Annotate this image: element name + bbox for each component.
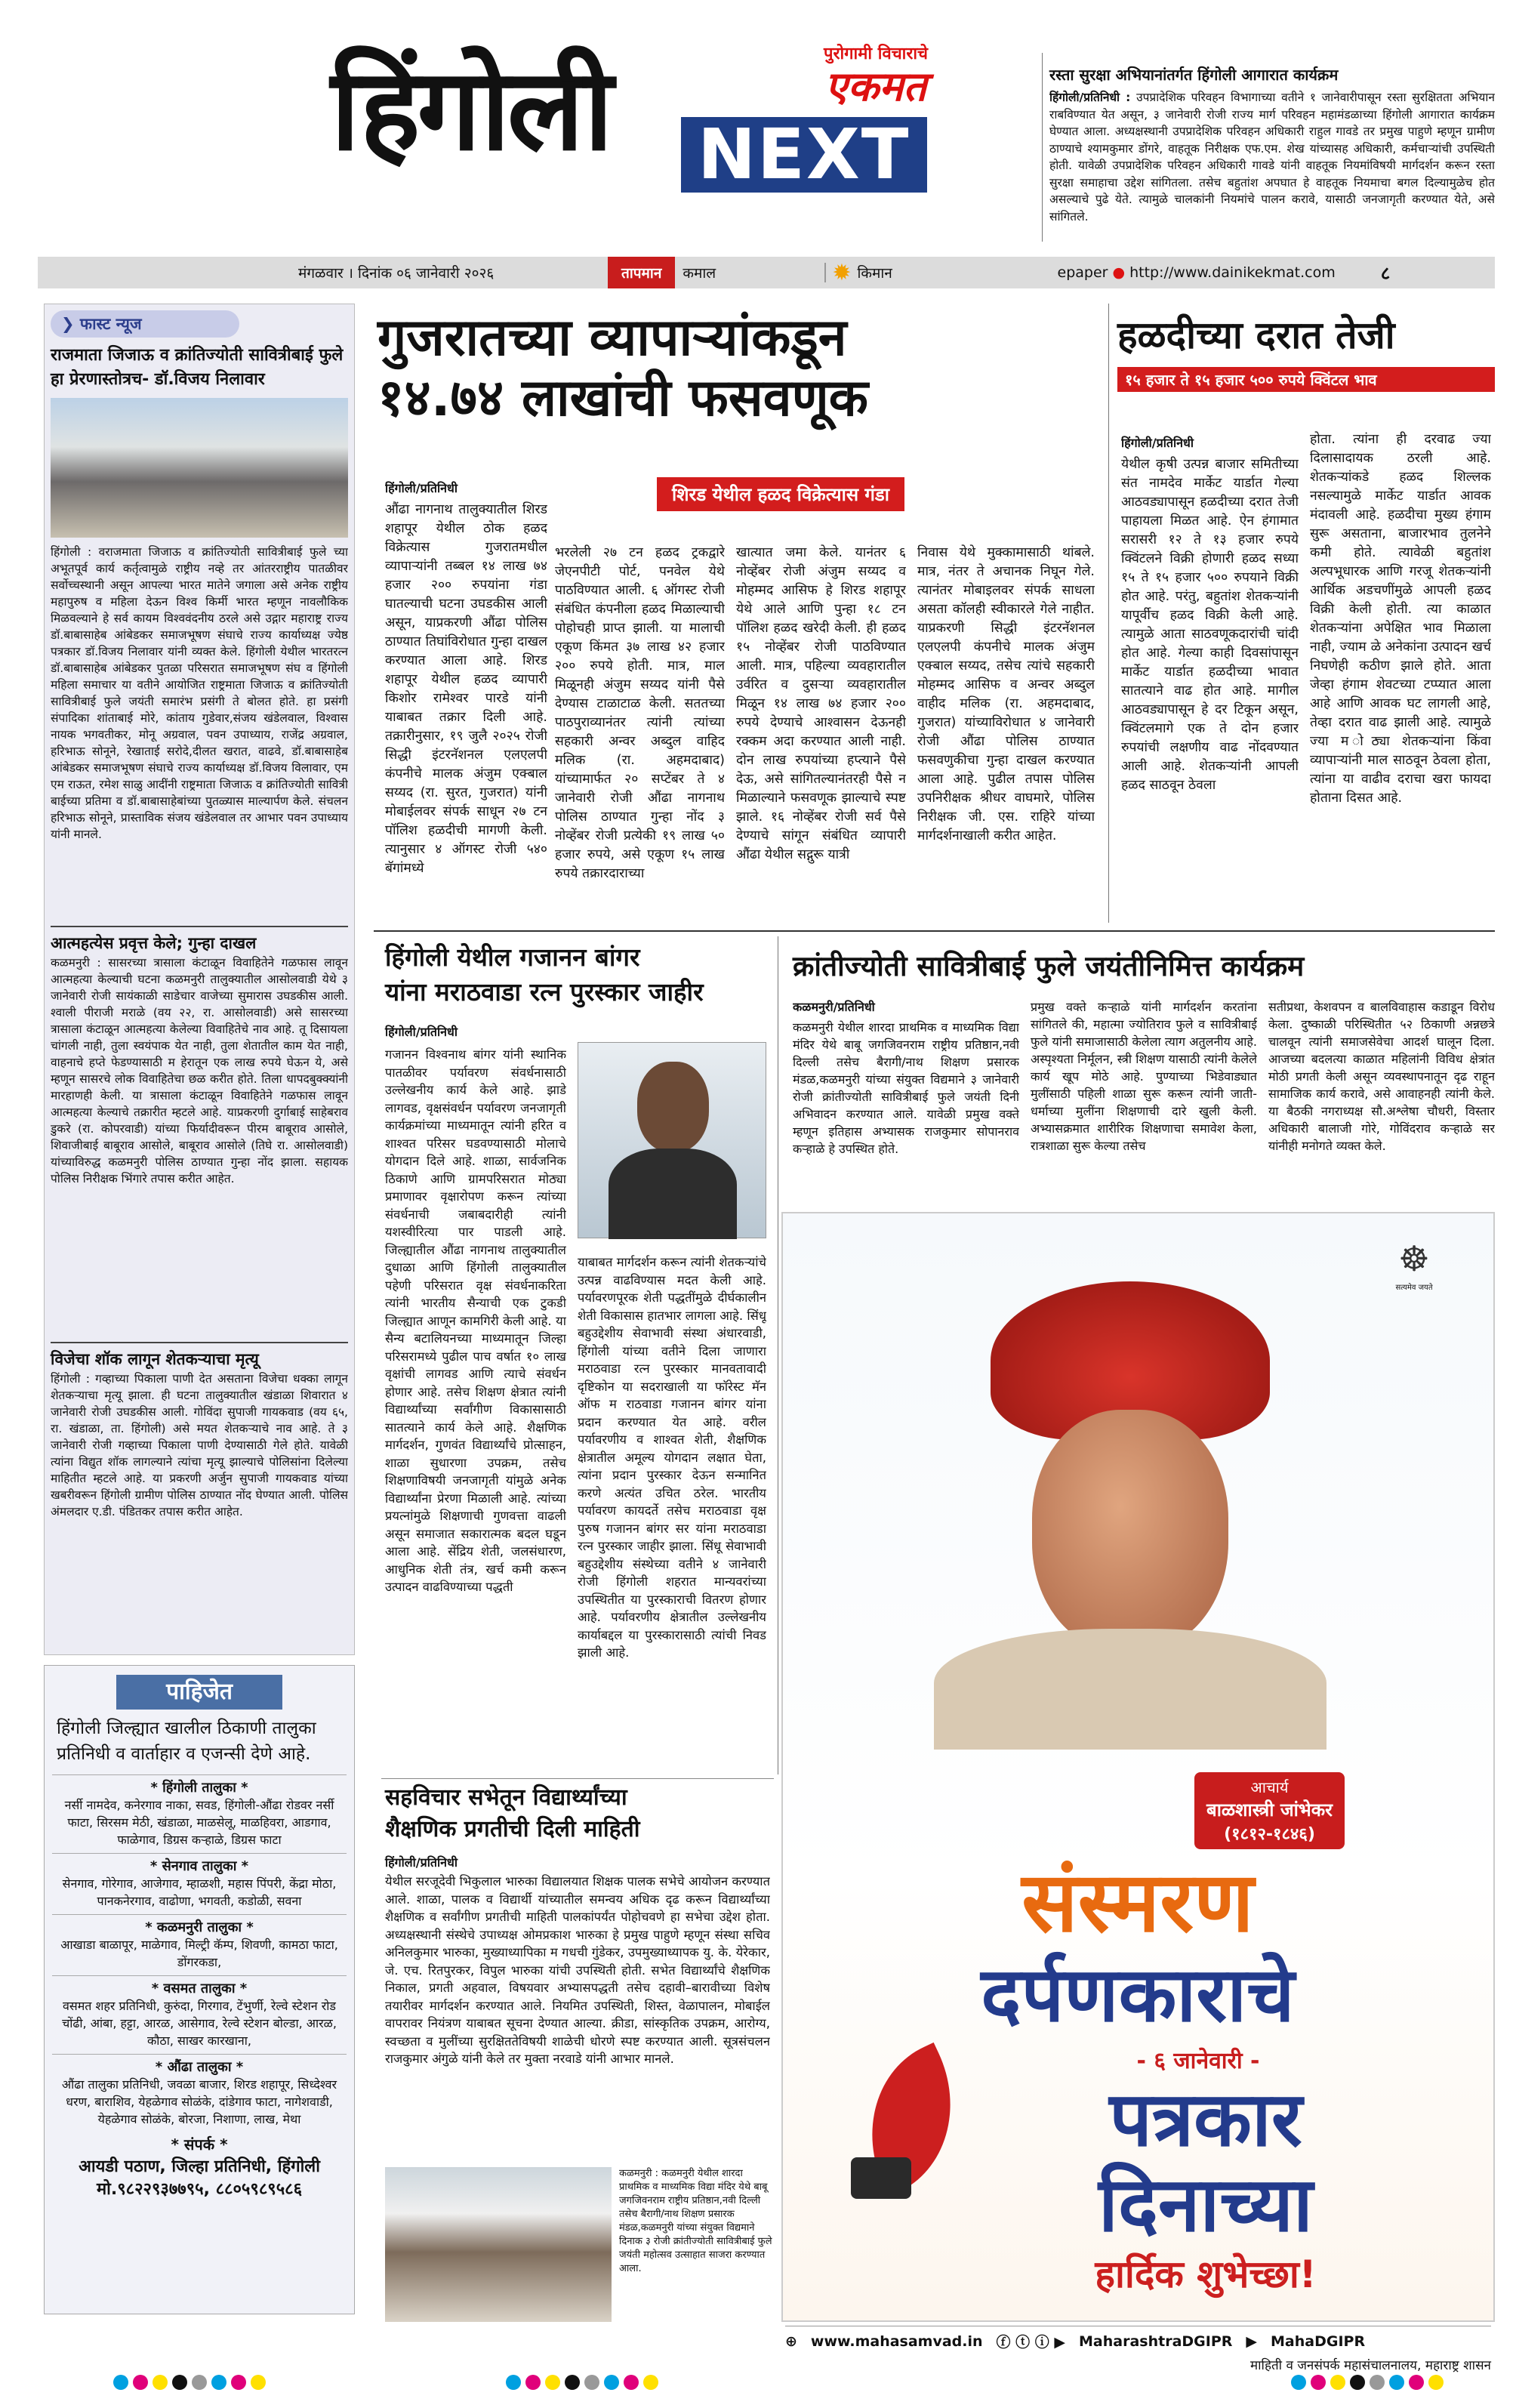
lead-kicker: शिरड येथील हळद विक्रेत्यास गंडा <box>657 477 904 511</box>
page-number: ८ <box>1380 262 1391 284</box>
printer-dot <box>643 2375 658 2390</box>
wanted-intro: हिंगोली जिल्ह्यात खालील ठिकाणी तालुका प्रतिनिधी व वार्ताहार व एजन्सी देणे आहे. <box>57 1719 316 1764</box>
top-story-body: उपप्रादेशिक परिवहन विभागाच्या वतीने १ जानेवारीपासून रस्ता सुरक्षितता अभियान राबविण्यात येत असून, ३ जानेवारी रोजी राज्य मार्ग परिवहन महामंडळाच्या हिंगोली आगारात कार्यक्रम घेण्यात आला. अध्यक्षस्थानी उपप्रादेशिक परिवहन अधिकारी राहुल गावडे तर प्रमुख पाहुणे म्हणून ग्रामीण ठाण्याचे श्यामकुमार डोंगरे, वाहतूक निरीक्षक एफ.एम. शेख यांच्यासह अधिकारी, कर्मचाऱ्यांची उपस्थिती होती. यावेळी उपप्रादेशिक परिवहन अधिकारी गावडे यांनी वाहतूक नियमांविषयी मार्गदर्शन करून रस्ता सुरक्षा समाहाचा उद्देश सांगितला. तसेच बहुतांश अपघात हे वाहतूक नियमाचा बगल दिल्यामुळेच होत असल्याचे पुढे येते. त्यामुळे चालकांनी नियमांचे पालन करावे, यासाठी जनजागृती करण्यात येते, असे सांगितले. <box>1049 91 1495 224</box>
fast-news-sidebar <box>44 304 355 1655</box>
contact-phone: मो.९८२२९३७७९५, ८८०५९८९५८६ <box>96 2180 303 2199</box>
bangar-headline-1: हिंगोली येथील गजानन बांगर <box>385 942 640 972</box>
honorific: आचार्य <box>1250 1778 1289 1796</box>
printer-dot <box>1389 2375 1404 2390</box>
ad-handle2[interactable]: MahaDGIPR <box>1271 2332 1366 2350</box>
wanted-section-title: * कळमनुरी तालुका * <box>52 1914 347 1936</box>
jayanti-dateline: कळमनुरी/प्रतिनिधी <box>793 1000 875 1014</box>
contact-head: * संपर्क * <box>171 2135 228 2154</box>
temp-label: तापमान <box>608 257 675 288</box>
wanted-section-title: * वसमत तालुका * <box>52 1975 347 1997</box>
temp-min: किमान <box>857 265 892 282</box>
sahvichar-headline-2: शैक्षणिक प्रगतीची दिली माहिती <box>385 1816 640 1842</box>
sahvichar-dateline: हिंगोली/प्रतिनिधी <box>385 1855 458 1870</box>
ekmat-logo <box>785 42 966 109</box>
lead-headline-1: गुजरातच्या व्यापाऱ्यांकडून <box>377 308 847 368</box>
story1-title: राजमाता जिजाऊ व क्रांतिज्योती सावित्रीबाई फुले हा प्रेरणास्तोत्रच- डॉ.विजय निलावार <box>51 346 344 389</box>
bangar-col-1: गजानन विश्वनाथ बांगर यांनी स्थानिक पातळीवर पर्यावरण संवर्धनासाठी उल्लेखनीय कार्य केले आहे. झाडे लागवड, वृक्षसंवर्धन पर्यावरण जनजागृती कार्यक्रमांच्या माध्यमातून त्यांनी हरित व शाश्वत परिसर घडवण्यासाठी मोलाचे योगदान दिले आहे. शाळा, सार्वजनिक ठिकाणे आणि ग्रामपरिसरात मोठ्या प्रमाणावर वृक्षारोपण करून त्यांच्या संवर्धनाची जबाबदारीही त्यांनी यशस्वीरित्या पार पाडली आहे. जिल्ह्यातील औंढा नागनाथ तालुक्यातील दुधाळा आणि हिंगोली तालुक्यातील पहेणी परिसरात वृक्ष संवर्धनाकरिता त्यांनी भारतीय सैन्याची एक टुकडी जिल्ह्यात आणून कामगिरी केली आहे. या सैन्य बटालियनच्या माध्यमातून जिल्हा परिसरामध्ये पुढील पाच वर्षात १० लाख वृक्षांची लागवड आणि त्याचे संवर्धन होणार आहे. तसेच शिक्षण क्षेत्रात त्यांनी विद्यार्थ्यांच्या सर्वांगीण विकासासाठी सातत्याने कार्य केले आहे. शैक्षणिक मार्गदर्शन, गुणवंत विद्यार्थ्यांचे प्रोत्साहन, शाळा सुधारणा उपक्रम, तसेच शिक्षणाविषयी जनजागृती यांमुळे अनेक विद्यार्थ्यांना प्रेरणा मिळाली आहे. त्यांच्या प्रयत्नांमुळे शिक्षणाची गुणवत्ता वाढली असून समाजात सकारात्मक बदल घडून आला आहे. सेंद्रिय शेती, जलसंधारण, आधुनिक शेती तंत्र, खर्च कमी करून उत्पादन वाढविण्याच्या पद्धती <box>385 1047 566 1594</box>
ad-line1: संस्मरण <box>1021 1854 1254 1950</box>
jambhekar-label <box>1194 1772 1345 1849</box>
printer-dot <box>1350 2375 1365 2390</box>
web-icon: ⊕ <box>785 2332 797 2350</box>
jayanti-headline: क्रांतीज्योती सावित्रीबाई फुले जयंतीनिमित्त कार्यक्रम <box>793 950 1305 982</box>
printer-dot <box>1291 2375 1306 2390</box>
printer-dot <box>113 2375 128 2390</box>
wanted-title: पाहिजेत <box>116 1675 282 1710</box>
sahvichar-headline-1: सहविचार सभेतून विद्यार्थ्यांच्या <box>385 1784 627 1811</box>
story3-title: विजेचा शॉक लागून शेतकऱ्याचा मृत्यू <box>51 1350 259 1368</box>
ad-greeting: हार्दिक शुभेच्छा! <box>1095 2252 1317 2296</box>
lead-col-3: खात्यात जमा केले. यानंतर ६ नोव्हेंबर रोजी अंजुम सय्यद व मोहम्मद आसिफ हे शिरड शहापूर येथे आले आणि पुन्हा १८ टन पॉलिश हळद खरेदी केली. ही हळद १५ नोव्हेंबर रोजी पाठविण्यात आली. मात्र, पहिल्या व्यवहारातील उर्वरित व दुसऱ्या व्यवहारातील मिळून १४ लाख ७४ हजार २०० रुपये देण्याचे आश्वासन देऊनही रक्कम अदा करण्यात आली नाही. दोन लाख रुपयांच्या हप्त्याने पैसे देऊ, असे सांगितल्यानंतरही पैसे न मिळाल्याने फसवणूक झाल्याचे स्पष्ट झाले. १६ नोव्हेंबर रोजी सर्व पैसे देण्याचे सांगून संबंधित व्यापारी औंढा येथील सद्गुरू यात्री <box>736 545 906 862</box>
wanted-section-title: * सेनगाव तालुका * <box>52 1853 347 1875</box>
ad-name: बाळशास्त्री जांभेकर <box>1206 1799 1333 1821</box>
printer-dot <box>1370 2375 1385 2390</box>
turmeric-story <box>1117 311 1495 392</box>
date-strip <box>38 257 1495 288</box>
wanted-section-places: सेनगाव, गोरेगाव, आजेगाव, म्हाळशी, महास पिंपरी, केंद्रा मोठा, पानकनेरगाव, वाढोणा, भगवती, कडोळी, सवना <box>62 1876 337 1908</box>
printer-dot <box>525 2375 541 2390</box>
wanted-section-places: नर्सी नामदेव, कनेरगाव नाका, सवड, हिंगोली-औंढा रोडवर नर्सी फाटा, सिरसम मेठी, खंडाळा, माळसेलू, माळहिवरा, आडगाव, फाळेगाव, डिग्रस कऱ्हाळे, डिग्रस फाटा <box>64 1798 334 1847</box>
ad-date: - ६ जानेवारी - <box>1136 2048 1260 2074</box>
ad-years: (१८१२-१८४६) <box>1224 1825 1315 1844</box>
printer-dot <box>624 2375 639 2390</box>
wanted-section-title: * हिंगोली तालुका * <box>52 1774 347 1796</box>
printer-dot <box>584 2375 599 2390</box>
fast-news-label: फास्ट न्यूज <box>79 315 142 333</box>
turmeric-col-2: होता. त्यांना ही दरवाढ ज्या दिलासादायक ठरली आहे. शेतकऱ्यांकडे हळद शिल्लक नसल्यामुळे मार्केट यार्डात आवक मंदावली आहे. हळदीचा मुख्य हंगाम सुरू असताना, बाजारभाव तुलनेने कमी होते. त्यावेळी बहुतांश अल्पभूधारक आणि गरजू शेतकऱ्यांनी आर्थिक अडचणींमुळे आपली हळद विक्री केली होती. त्या काळात शेतकऱ्यांना अपेक्षित भाव मिळाला नाही, ज्याम ळे अनेकांना उत्पादन खर्च निघणेही कठीण झाले होते. आता जेव्हा हंगाम शेवटच्या टप्प्यात आला आहे आणि आवक घट लागली आहे, तेव्हा दरात वाढ झाली आहे. त्यामुळे ज्या म ोठ्या शेतकऱ्यांना किंवा व्यापाऱ्यांनी माल साठवून ठेवला होता, त्यांना या वाढीव दराचा खरा फायदा होताना दिसत आहे. <box>1310 432 1491 806</box>
ad-handle[interactable]: MaharashtraDGIPR <box>1079 2332 1233 2350</box>
printer-dot <box>506 2375 521 2390</box>
turmeric-sub: १५ हजार ते १५ हजार ५०० रुपये क्विंटल भाव <box>1117 367 1495 392</box>
printer-dot <box>172 2375 187 2390</box>
jayanti-col-1 <box>793 995 1019 1199</box>
wanted-section-places: वसमत शहर प्रतिनिधी, कुरुंदा, गिरगाव, टेंभुर्णी, रेल्वे स्टेशन रोड चोंढी, आंबा, हट्टा, आरळ, आसेगाव, रेल्वे स्टेशन बोल्डा, आरळ, कौठा, साखर कारखाना, <box>62 1999 337 2048</box>
lead-kicker-box <box>657 477 904 511</box>
globe-icon: ● <box>1112 264 1126 281</box>
ad-footer: माहिती व जनसंपर्क महासंचालनालय, महाराष्ट्र शासन <box>1249 2358 1491 2373</box>
bangar-portrait <box>578 1042 766 1238</box>
wanted-section-title: * औंढा तालुका * <box>52 2054 347 2076</box>
turmeric-col-1 <box>1121 430 1299 921</box>
turmeric-col1-text: येथील कृषी उत्पन्न बाजार समितीच्या संत नामदेव मार्केट यार्डात गेल्या आठवड्यापासून हळदीच्या दरात तेजी पाहायला मिळत आहे. ऐन हंगामात सरासरी १२ ते १३ हजार रुपये क्विंटलने विक्री होणारी हळद सध्या १५ ते १५ हजार ५०० रुपयाने विक्री होत आहे. परंतु, बहुतांश शेतकऱ्यांनी यापूर्वीच हळद विक्री केली आहे. त्यामुळे आता साठवणूकदारांची चांदी होत आहे. गेल्या काही दिवसांपासून मार्केट यार्डात हळदीच्या भावात सातत्याने वाढ होत आहे. मागील आठवड्यापासून हे दर टिकून असून, क्विंटलमागे एक ते दोन हजार रुपयांची लक्षणीय वाढ नोंदवण्यात आली आहे. शेतकऱ्यांनी आपली हळद साठवून ठेवला <box>1121 457 1299 793</box>
printer-dot <box>565 2375 580 2390</box>
story2-title: आत्महत्येस प्रवृत्त केले; गुन्हा दाखल <box>51 934 257 952</box>
wanted-sections <box>45 1774 354 2128</box>
emblem-text: सत्यमेव जयते <box>1395 1284 1433 1292</box>
brand-name: एकमत <box>824 63 927 110</box>
masthead-hingoli: हिंगोली <box>331 43 611 176</box>
contact-name: आयडी पठाण, जिल्हा प्रतिनिधी, हिंगोली <box>79 2157 320 2176</box>
bangar-dateline: हिंगोली/प्रतिनिधी <box>385 1025 458 1039</box>
jambhekar-portrait <box>949 1281 1311 1734</box>
story1-body: हिंगोली : वराजमाता जिजाऊ व क्रांतिज्योती सावित्रीबाई फुले च्या अभूतपूर्व कार्य कर्तृत्वामुळे राष्ट्रीय नव्हे तर आंतरराष्ट्रीय पातळीवर सर्वोच्चस्थानी असून आपल्या भारत मातेने जगाला असे अनेक राष्ट्रीय महापुरुष व महिला देऊन विश्व किर्मी भारत म्हणून नावलौकिक मिळवल्याने हे सर्व कायम विश्ववंदनीय ठरले असे उद्गार महाराष्ट्र राज्य डॉ.बाबासाहेब आंबेडकर समाजभूषण संघाचे राज्य कार्याध्यक्ष ज्येष्ठ पत्रकार डॉ.विजय निलावार यांनी व्यक्त केले. हिंगोली येथील भारतरत्न डॉ.बाबासाहेब आंबेडकर पुतळा परिसरात समाजभूषण संघ व हिंगोली महिला समाचार या वतीने आयोजित राष्ट्रमाता जिजाऊ व क्रांतिज्योती सावित्रीबाई फुले जयंती समारंभ प्रसंगी ते बोलत होते. हा प्रसंगी संपादिका शांताबाई मोरे, कांताय गुडेवार,संजय खंडेलवाल, विश्वास नायक भगवतीकर, मोनू अग्रवाल, पवन उपाध्याय, राजेंद्र अग्रवाल, हरिभाऊ सोनूने, रेखाताई सरोदे,दीलत खरात, वाढवे, डॉ.बाबासाहेब आंबेडकर समाजभूषण संघाचे राज्य कार्याध्यक्ष डॉ.विजय विलावार, एम एम राऊत, रमेश साळु आदींनी राष्ट्रमाता जिजाऊ व क्रांतिज्योती सावित्री बाईच्या प्रतिमा व डॉ.बाबासाहेबांच्या पुतळ्यास माल्यार्पण केले. संचलन हरिभाऊ सोनूने, प्रास्ताविक संजय खंडेलवाल तर आभार पवन उपाध्याय यांनी मानले. <box>51 545 348 841</box>
temp-max: कमाल <box>683 263 826 282</box>
site-url[interactable]: http://www.dainikekmat.com <box>1129 264 1336 281</box>
next-logo <box>681 114 927 195</box>
turmeric-dateline: हिंगोली/प्रतिनिधी <box>1121 436 1194 450</box>
bangar-col-2: याबाबत मार्गदर्शन करून त्यांनी शेतकऱ्यांचे उत्पन्न वाढविण्यास मदत केली आहे. पर्यावरणपूरक शेती पद्धतींमुळे दीर्घकालीन शेती विकासास हातभार लागला आहे. सिंधू बहुउद्देशीय सेवाभावी संस्था अंधारवाडी, हिंगोली यांच्या वतीने दिला जाणारा मराठवाडा रत्न पुरस्कार मानवतावादी दृष्टिकोन या सदराखाली या फॉरेस्ट मॅन ऑफ म राठवाडा गजानन बांगर यांना प्रदान करण्यात येत आहे. वरील पर्यावरणीय व शाश्वत शेती, शैक्षणिक क्षेत्रातील अमूल्य योगदान लक्षात घेता, त्यांना प्रदान पुरस्कार देऊन सन्मानित करणे अत्यंत उचित ठरेल. भारतीय पर्यावरण कायदर्ते तसेच मराठवाडा वृक्ष पुरुष गजानन बांगर सर यांना मराठवाडा रत्न पुरस्कार जाहीर झाला. सिंधू सेवाभावी बहुउद्देशीय संस्थेच्या वतीने ४ जानेवारी रोजी हिंगोली शहरात मान्यवरांच्या उपस्थितीत या पुरस्काराची वितरण होणार आहे. पर्यावरणीय क्षेत्रातील उल्लेखनीय कार्याबद्दल या पुरस्कारासाठी त्यांची निवड झाली आहे. <box>578 1255 766 1660</box>
chevron-icon: ❯ <box>61 315 75 333</box>
printer-dot <box>1330 2375 1345 2390</box>
ad-web[interactable]: www.mahasamvad.in <box>810 2332 983 2350</box>
social-icons: ⓕ ⓣ ⓘ ▶ <box>996 2334 1066 2351</box>
journalist-day-ad <box>781 1212 1495 2322</box>
lead-col-2: भरलेली २७ टन हळद ट्रकद्वारे जेएनपीटी पोर्ट, पनवेल येथे पाठविण्यात आली. ६ ऑगस्ट रोजी संबंधित कंपनीला हळद मिळाल्याची पोहोचही प्राप्त झाली. या मालाची एकूण किंमत ३७ लाख ४२ हजार २०० रुपये होती. मात्र, माल मिळूनही अंजुम सय्यद यांनी पैसे देण्यास टाळाटाळ केली. सततच्या पाठपुराव्यानंतर त्यांनी त्यांच्या सहकारी अन्वर अब्दुल वाहिद मलिक (रा. अहमदाबाद) यांच्यामार्फत २० सप्टेंबर ते ४ जानेवारी रोजी औंढा नागनाथ पोलिस ठाण्यात गुन्हा नोंद ३ नोव्हेंबर रोजी प्रत्येकी १९ लाख ५० हजार रुपये, असे एकूण १५ लाख रुपये तक्रारदाराच्या <box>555 545 725 881</box>
ad-line4: दिनाच्या <box>1098 2160 1313 2249</box>
jayanti-col-3: सतीप्रथा, केशवपन व बालविवाहास कडाडून विरोध केला. दुष्काळी परिस्थितीत ५२ ठिकाणी अन्नछत्रे चालवून त्यांनी समाजसेवेचा आदर्श घालून दिला. आजच्या बदलत्या काळात महिलांनी विविध क्षेत्रांत मोठी प्रगती केली असून व्यवस्थापनातून दृढ राहून सामाजिक कार्य करावे, असे आवाहनही त्यांनी केले. या बैठकी नगराध्यक्ष सौ.अश्लेषा चौधरी, विस्तार अधिकारी बालाजी गोरे, गोविंदराव कऱ्हाळे सर यांनीही मनोगते व्यक्त केले. <box>1268 1000 1495 1153</box>
next-text: NEXT <box>698 114 911 195</box>
youtube-icon: ▶ <box>1246 2332 1258 2350</box>
lead-col-4: निवास येथे मुक्कामासाठी थांबले. मात्र, नंतर ते अचानक निघून गेले. त्यानंतर मोबाइलवर संपर्क साधला असता कॉलही स्वीकारले गेले नाहीत. याप्रकरणी सिद्धी इंटरनॅशनल एलएलपी कंपनीचे मालक अंजुम एक्बाल सय्यद, तसेच त्यांचे सहकारी मोहम्मद आसिफ व अन्वर अब्दुल वाहीद मलिक (रा. अहमदाबाद, गुजरात) यांच्याविरोधात ४ जानेवारी रोजी औंढा पोलिस ठाण्यात फसवणुकीचा गुन्हा दाखल करण्यात आला आहे. पुढील तपास पोलिस उपनिरीक्षक श्रीधर वाघमारे, पोलिस निरीक्षक जी. एस. राहिरे यांच्या मार्गदर्शनाखाली करीत आहेत. <box>917 545 1095 843</box>
printer-dot <box>1428 2375 1444 2390</box>
tagline: पुरोगामी विचाराचे <box>823 45 929 63</box>
epaper-label: epaper <box>1057 264 1108 281</box>
printer-dot <box>133 2375 148 2390</box>
lead-col1-text: औंढा नागनाथ तालुक्यातील शिरड शहापूर येथील ठोक हळद विक्रेत्यास गुजरातमधील व्यापाऱ्यांनी तब्बल १४ लाख ७४ हजार २०० रुपयांना गंडा घातल्याची घटना उघडकीस आली असून, याप्रकरणी औंढा पोलिस ठाण्यात तिघांविरोधात गुन्हा दाखल करण्यात आला आहे. शिरड शहापूर येथील हळद व्यापारी किशोर रामेश्वर पारडे यांनी याबाबत तक्रार दिली आहे. तक्रारीनुसार, १९ जुलै २०२५ रोजी सिद्धी इंटरनॅशनल एलएलपी कंपनीचे मालक अंजुम एक्बाल सय्यद (रा. सुरत, गुजरात) यांनी मोबाईलवर संपर्क साधून २७ टन पॉलिश हळदीची मागणी केली. त्यानुसार ४ ऑगस्ट रोजी ५४० बॅगांमध्ये <box>385 502 547 876</box>
printer-dot <box>251 2375 266 2390</box>
bangar-headline-2: यांना मराठवाडा रत्न पुरस्कार जाहीर <box>385 977 704 1007</box>
printer-dot <box>545 2375 560 2390</box>
wanted-box <box>44 1665 355 2314</box>
top-story-dateline: हिंगोली/प्रतिनिधी : <box>1049 91 1131 104</box>
printer-dot <box>211 2375 226 2390</box>
printer-dots-right <box>1291 2375 1448 2393</box>
wanted-section-places: औंढा तालुका प्रतिनिधी, जवळा बाजार, शिरड शहापूर, सिध्देश्वर धरण, बाराशिव, येहळेगाव सोळंके, दांडेगाव फाटा, नागेशवाडी, येहळेगाव सोळंके, बोरजा, निशाणा, लाख, मेथा <box>61 2077 337 2126</box>
fast-news-badge <box>51 310 239 338</box>
sahvichar-headline <box>385 1782 778 1845</box>
ad-footer-links <box>785 2326 1491 2356</box>
jayanti-col-2: प्रमुख वक्ते कऱ्हाळे यांनी मार्गदर्शन करतांना सांगितले की, महात्मा ज्योतिराव फुले व सावित्रीबाई फुले यांनी समाजासाठी केलेला त्याग अतुलनीय आहे. अस्पृश्यता निर्मूलन, स्त्री शिक्षण यासाठी त्यांनी केलेले कार्य खूप मोठे आहे. पुण्याच्या भिडेवाड्यात मुलींसाठी पहिली शाळा सुरू करून त्यांनी जाती-धर्माच्या मुलींना शिक्षणाची दारे खुली केली. अभ्यासक्रमात शारीरिक शिक्षणाचा समावेश केला, रात्रशाळा सुरू केल्या तसेच <box>1031 1000 1257 1153</box>
issue-date: मंगळवार । दिनांक ०६ जानेवारी २०२६ <box>298 265 495 282</box>
printer-dots-left <box>113 2375 270 2393</box>
school-photo-caption: कळमनुरी : कळमनुरी येथील शारदा प्राथमिक व माध्यमिक विद्या मंदिर येथे बाबू जगजिवनराम राष्ट्रीय प्रतिष्ठान,नवी दिल्ली तसेच बैरागी/नाथ शिक्षण प्रसारक मंडळ,कळमनुरी यांच्या संयुक्त विद्यमाने दिनाक ३ रोजी क्रांतीज्योती सावित्रीबाई फुले जयंती महोत्सव उत्साहात साजरा करण्यात आला. <box>619 2168 772 2274</box>
top-story-headline: रस्ता सुरक्षा अभियानांतर्गत हिंगोली आगारात कार्यक्रम <box>1049 66 1339 84</box>
story3-body: हिंगोली : गव्हाच्या पिकाला पाणी देत असताना विजेचा धक्का लागून शेतकऱ्याचा मृत्यू झाला. ही घटना तालुक्यातील खंडाळा शिवारात ४ जानेवारी रोजी उघडकीस आली. गोविंदा सुपाजी गायकवाड (वय ६५, रा. खंडाळा, ता. हिंगोली) असे मयत शेतकऱ्याचे नाव आहे. ते ३ जानेवारी रोजी गव्हाच्या पिकाला पाणी देण्यासाठी गेले होते. यावेळी त्यांना विद्युत शॉक लागल्याने त्यांचा मृत्यू झाल्याचे पोलिसांना दिलेल्या माहितीत म्हटले आहे. या प्रकरणी अर्जुन सुपाजी गायकवाड यांच्या खबरीवरून हिंगोली ग्रामीण पोलिस ठाण्यात नोंद घेण्यात आली. पोलिस अंमलदार ए.डी. पंडितकर तपास करीत आहेत. <box>51 1372 348 1518</box>
lead-headline <box>377 308 1102 429</box>
printer-dot <box>1311 2375 1326 2390</box>
sahvichar-body: येथील सरजूदेवी भिकुलाल भारुका विद्यालयात शिक्षक पालक सभेचे आयोजन करण्यात आले. शाळा, पालक व विद्यार्थी यांच्यातील समन्वय अधिक दृढ करून विद्यार्थ्यांच्या शैक्षणिक व सर्वांगीण प्रगतीची माहिती पालकांपर्यंत पोहोचवणे हा सभेचा उद्देश होता. अध्यक्षस्थानी संस्थेचे उपाध्यक्ष ओमप्रकाश भारुका हे प्रमुख पाहुणे म्हणून संस्था सचिव अनिलकुमार भारुका, मुख्याध्यापिका म गधची गुंडेकर, उपमुख्याध्यापक यु. के. येरेकार, जे. एच. रितपुरकर, विपुल भारुका यांची उपस्थिती होती. सभेत विद्यार्थ्यांचे शैक्षणिक निकाल, प्रगती अहवाल, विषयवार अभ्यासपद्धती तसेच दहावी–बारावीच्या विशेष तयारीवर मार्गदर्शन करण्यात आले. नियमित उपस्थिती, शिस्त, वेळापालन, मोबाईल वापरावर नियंत्रण याबाबत सूचना देण्यात आल्या. क्रीडा, सांस्कृतिक उपक्रम, आरोग्य, स्वच्छता व मुलींच्या सुरक्षिततेविषयी शाळेची धोरणे स्पष्ट करण्यात आली. सूत्रसंचलन राजकुमार अंगुळे यांनी केले तर मुक्ता नरवाडे यांनी आभार मानले. <box>385 1874 770 2066</box>
story2-body: कळमनुरी : सासरच्या त्रासाला कंटाळून विवाहितेने गळफास लावून आत्महत्या केल्याची घटना कळमनुरी तालुक्यातील आसोलवाडी येथे ३ जानेवारी रोजी सायंकाळी साडेचार वाजेच्या सुमारास उघडकीस आली. श्वाली पीराजी मराळे (वय २२, रा. आसोलवाडी) असे सासरच्या त्रासाला कंटाळून आत्महत्या केलेल्या विवाहितेचे नाव आहे. तू दिसायला चांगली नाही, तुला स्वयंपाक येत नाही, तुला शेतातील काम येत नाही, वाहनाचे हप्ते फेडण्यासाठी म हेरातून एक लाख रुपये घेऊन ये, असे म्हणून सासरचे लोक विवाहितेचा छळ करीत होते. तिला धापदबुक्क्यांनी मारहाणही केली. या त्रासाला कंटाळून विवाहितेने गळफास लावून आत्महत्या केल्याचे तक्रारीत म्हटले आहे. याप्रकरणी दुर्गाबाई साहेबराव डुकरे (रा. कोपरवाडी) यांच्या फिर्यादीवरून पीरम बाबूराव आसोले, शिवाजीबाई बाबूराव आसोले, बाबूराव आसोले (तिघे रा. आसोलवाडी) यांच्याविरुद्ध कळमनुरी पोलिस ठाण्यात गुन्हा नोंद झाला. सहायक पोलिस निरीक्षक भिंगारे तपास करीत आहेत. <box>51 956 348 1186</box>
printer-dot <box>604 2375 619 2390</box>
top-story <box>1049 64 1495 251</box>
event-photo <box>51 398 348 538</box>
school-photo <box>385 2167 612 2322</box>
printer-dot <box>192 2375 207 2390</box>
ad-line2: दर्पणकाराचे <box>981 1950 1295 2039</box>
printer-dots-center <box>506 2375 663 2393</box>
lead-col-1 <box>385 476 547 921</box>
turmeric-headline: हळदीच्या दरात तेजी <box>1117 313 1395 357</box>
sun-icon: ✹ <box>832 259 852 286</box>
masthead-title <box>331 45 610 174</box>
ad-line3: पत्रकार <box>1109 2075 1302 2163</box>
lead-dateline: हिंगोली/प्रतिनिधी <box>385 481 458 495</box>
bangar-headline <box>385 940 778 1010</box>
printer-dot <box>231 2375 246 2390</box>
emblem-icon: ☸ सत्यमेव जयते <box>1388 1236 1441 1304</box>
jayanti-col1-text: कळमनुरी येथील शारदा प्राथमिक व माध्यमिक विद्या मंदिर येथे बाबू जगजिवनराम राष्ट्रीय प्रतिष्ठान,नवी दिल्ली तसेच बैरागी/नाथ शिक्षण प्रसारक मंडळ,कळमनुरी यांच्या संयुक्त विद्यमाने ३ जानेवारी रोजी क्रांतीज्योती सावित्रीबाई फुले जयंती दिनी अभिवादन करण्यात आले. यावेळी प्रमुख वक्ते म्हणून इतिहास अभ्यासक राजकुमार सोपानराव कऱ्हाळे हे उपस्थित होते. <box>793 1020 1019 1156</box>
printer-dot <box>1409 2375 1424 2390</box>
printer-dot <box>153 2375 168 2390</box>
lead-headline-2: १४.७४ लाखांची फसवणूक <box>377 368 868 428</box>
wanted-section-places: आखाडा बाळापूर, माळेगाव, मिल्ट्री कॅम्प, शिवणी, कामठा फाटा, डोंगरकडा, <box>60 1938 338 1969</box>
